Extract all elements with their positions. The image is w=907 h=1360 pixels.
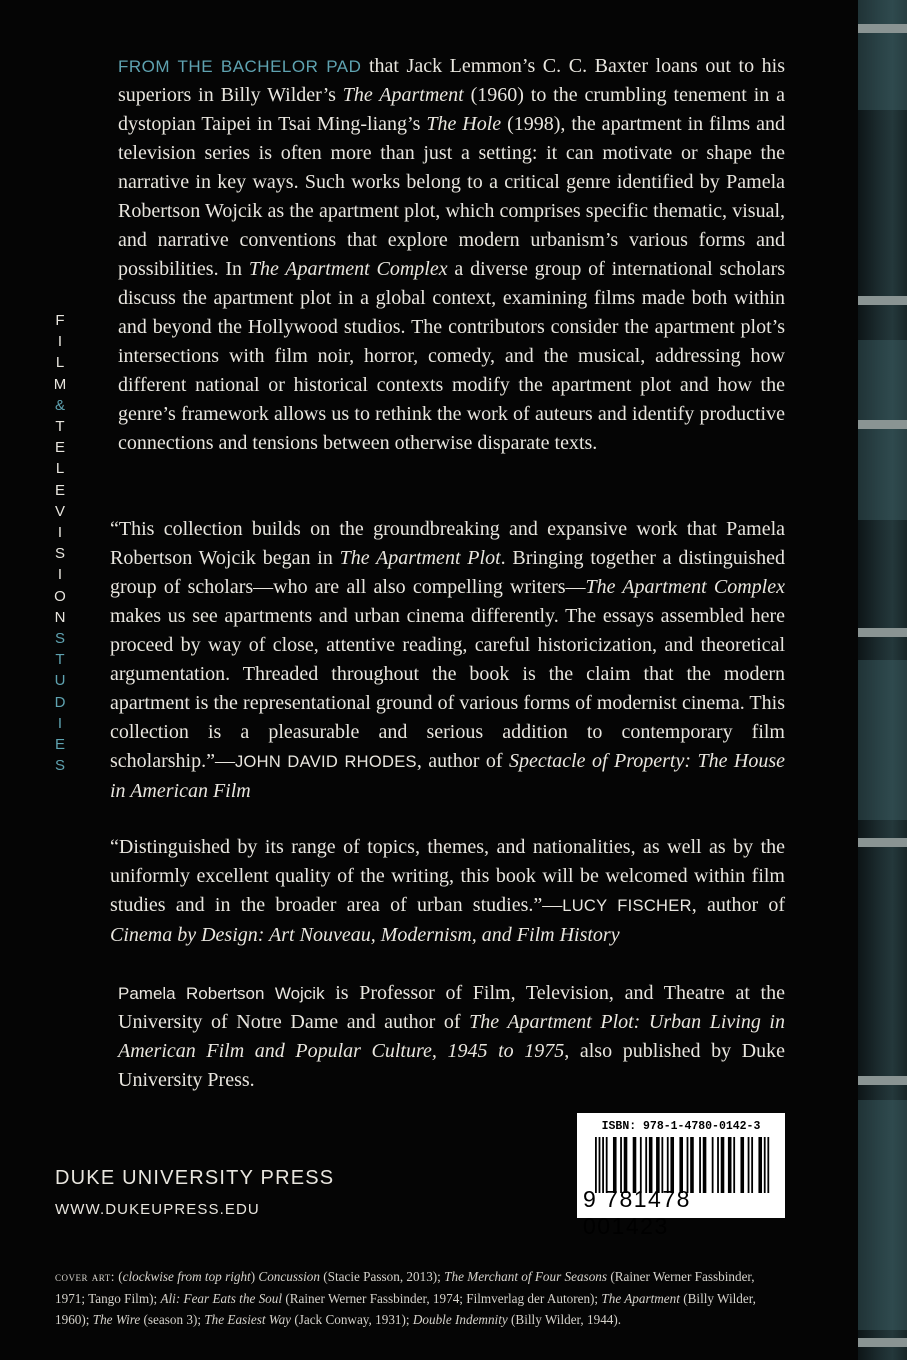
credit-title: Concussion [258, 1269, 320, 1284]
series-letter: D [54, 693, 66, 711]
endorser-work: Spectacle of Property: The House in American Film [110, 750, 785, 802]
barcode-bar [667, 1137, 669, 1193]
barcode-bars [595, 1137, 771, 1193]
editor-name: Pamela Robertson Wojcik [118, 984, 325, 1003]
film-frame-divider [858, 296, 907, 305]
series-ampersand: & [54, 396, 65, 414]
barcode-bar [633, 1137, 637, 1193]
series-letter: N [54, 608, 66, 626]
series-letter: M [53, 375, 67, 393]
series-letter: O [54, 587, 66, 605]
film-frame-divider [858, 1338, 907, 1347]
barcode-bar [721, 1137, 725, 1193]
film-frame [858, 660, 907, 820]
credit-title: The Apartment [601, 1290, 680, 1306]
cover-art-credits: cover art: (clockwise from top right) Concussion (Stacie Passon, 2013); The Merchant of Four Seasons (Rainer Werner Fassbinder, 1971; Tango Film); Ali: Fear Eats the Soul (Rainer Werner Fassbinder, 1974; Filmverlag der Autoren); The Apartment (Billy Wilder, 1960); The Wire (season 3); The Easiest Way (Jack Conway, 1931); Double Indemnity (Billy Wilder, 1944). [55, 1269, 756, 1327]
credit-detail: (season 3); [140, 1312, 205, 1327]
quote-text: , author of [416, 750, 509, 772]
barcode-bar [606, 1137, 608, 1193]
description-lead-caps: FROM THE BACHELOR PAD [118, 57, 362, 76]
series-label-vertical [52, 310, 68, 776]
barcode-bar [645, 1137, 647, 1193]
endorser-name: LUCY FISCHER [562, 897, 692, 915]
film-title: The Hole [426, 113, 502, 135]
barcode-bar [661, 1137, 663, 1193]
description-text: (1960) to the crumbling tenement in a dystopian Taipei in Tsai Ming-liang’s [118, 84, 785, 135]
barcode-bar [640, 1137, 642, 1193]
barcode-bar [767, 1137, 769, 1193]
credit-title: The Wire [92, 1312, 141, 1327]
publisher-website: WWW.DUKEUPRESS.EDU [55, 1201, 260, 1218]
series-letter: I [57, 333, 63, 351]
barcode-bar [728, 1137, 732, 1193]
endorsement-quote-fischer [110, 833, 785, 950]
barcode-bar [670, 1137, 674, 1193]
description-text: that Jack Lemmon’s C. C. Baxter loans out to his superiors in Billy Wilder’s [118, 55, 785, 106]
credit-detail: (Billy Wilder, 1960); [55, 1290, 756, 1327]
barcode-bar [602, 1137, 604, 1193]
book-title: The Apartment Plot [339, 547, 501, 569]
credit-title: Ali: Fear Eats the Soul [160, 1290, 283, 1306]
bio-text: , also published by Duke University Press. [118, 1040, 786, 1091]
credit-detail: (Jack Conway, 1931); [291, 1312, 413, 1327]
series-letter: V [54, 502, 65, 520]
barcode-bar [624, 1137, 628, 1193]
barcode-bar [679, 1137, 683, 1193]
series-letter: U [54, 672, 66, 690]
barcode-bar [712, 1137, 714, 1193]
barcode-bar [748, 1137, 750, 1193]
barcode-bar [764, 1137, 766, 1193]
barcode-bar [620, 1137, 622, 1193]
credit-detail: (Stacie Passon, 2013); [319, 1269, 445, 1284]
series-letter: E [54, 481, 65, 499]
isbn-digits: 9 781478 001423 [583, 1186, 691, 1239]
credit-title: The Merchant of Four Seasons [444, 1269, 608, 1284]
film-frame-divider [858, 838, 907, 847]
barcode-bar [751, 1137, 753, 1193]
series-letter: I [57, 566, 63, 584]
barcode-bar [690, 1137, 694, 1193]
book-title: The Apartment Complex [248, 258, 448, 280]
film-frame-divider [858, 24, 907, 33]
book-title: The Apartment Plot: Urban Living in American Film and Popular Culture, 1945 to 1975 [118, 1011, 785, 1062]
endorsement-quote-rhodes [110, 515, 785, 806]
series-letter: L [55, 460, 65, 478]
quote-text: makes us see apartments and urban cinema differently. The essays assembled here proceed by way of close, attentive reading, careful historicization, and theoretical argumentation. Threaded throughout the book is the claim that the modern apartment is the representational ground of various forms of modernist cinema. This collection is a pleasurable and serious addition to contemporary film scholarship.”— [110, 605, 785, 772]
series-letter: S [54, 757, 65, 775]
filmstrip-image-edge [858, 0, 907, 1360]
quote-text: “This collection builds on the groundbreaking and expansive work that Pamela Robertson Wojcik began in [110, 518, 785, 569]
barcode-bar [699, 1137, 701, 1193]
film-frame [858, 1100, 907, 1330]
barcode-bar [599, 1137, 601, 1193]
barcode-bar [758, 1137, 762, 1193]
description-text: (1998), the apartment in films and television series is often more than just a setting: it can motivate or shape the narrative in key ways. Such works belong to a critical genre identified by Pamela Robertson Wojcik as the apartment plot, which comprises specific thematic, visual, and narrative conventions that explore modern urbanism’s various forms and possibilities. In [118, 113, 785, 280]
series-letter: I [57, 524, 63, 542]
series-letter: E [54, 439, 65, 457]
publisher-name: DUKE UNIVERSITY PRESS [55, 1167, 335, 1189]
series-letter: T [55, 651, 65, 669]
barcode-bar [717, 1137, 719, 1193]
barcode-bar [687, 1137, 689, 1193]
barcode-bar [595, 1137, 597, 1193]
isbn-barcode [577, 1113, 785, 1239]
barcode-bar [656, 1137, 660, 1193]
editor-bio [118, 979, 785, 1095]
film-frame [858, 340, 907, 520]
credit-title: Double Indemnity [412, 1312, 508, 1327]
credit-title: The Easiest Way [204, 1312, 292, 1327]
quote-text: “Distinguished by its range of topics, themes, and nationalities, as well as by the uniformly excellent quality of the writing, this book will be welcomed within film studies and in the broader area of urban studies.”— [110, 836, 785, 916]
credit-detail: (Rainer Werner Fassbinder, 1971; Tango Film); [55, 1269, 755, 1306]
series-letter: I [57, 714, 63, 732]
credit-detail: (Billy Wilder, 1944). [507, 1312, 622, 1327]
barcode-bar [740, 1137, 744, 1193]
film-title: The Apartment [342, 84, 464, 106]
quote-text: , author of [691, 894, 785, 916]
book-description [118, 52, 785, 458]
series-letter: L [55, 354, 65, 372]
cover-art-note: clockwise from top right [122, 1269, 251, 1284]
series-letter: S [54, 630, 65, 648]
series-letter: T [55, 418, 65, 436]
film-frame-divider [858, 1076, 907, 1085]
cover-art-label: cover art: [55, 1269, 115, 1284]
series-letter: F [55, 312, 65, 329]
quote-text: . Bringing together a distinguished group of scholars—who are all also compelling writers— [110, 547, 785, 598]
film-frame [858, 0, 907, 110]
barcode-bar [649, 1137, 653, 1193]
credit-detail: (Rainer Werner Fassbinder, 1974; Filmverlag der Autoren); [282, 1290, 602, 1306]
endorser-work: Cinema by Design: Art Nouveau, Modernism, and Film History [110, 924, 620, 946]
barcode-bar [613, 1137, 617, 1193]
film-frame-divider [858, 628, 907, 637]
series-letter: S [54, 545, 65, 563]
isbn-label: ISBN: 978-1-4780-0142-3 [601, 1120, 761, 1133]
film-frame-divider [858, 420, 907, 429]
book-title: The Apartment Complex [585, 576, 785, 598]
endorser-name: JOHN DAVID RHODES [234, 753, 417, 771]
series-letter: E [54, 736, 65, 754]
barcode-bar [733, 1137, 735, 1193]
bio-text: is Professor of Film, Television, and Theatre at the University of Notre Dame and author of [118, 982, 785, 1033]
description-text: a diverse group of international scholars discuss the apartment plot in a global context, examining films made both within and beyond the Hollywood studios. The contributors consider the apartment plot’s intersections with film noir, horror, comedy, and the musical, addressing how different national or historical contexts modify the apartment plot and how the genre’s framework allows us to rethink the work of auteurs and identify productive connections and tensions between otherwise disparate texts. [118, 258, 786, 454]
barcode-bar [703, 1137, 707, 1193]
